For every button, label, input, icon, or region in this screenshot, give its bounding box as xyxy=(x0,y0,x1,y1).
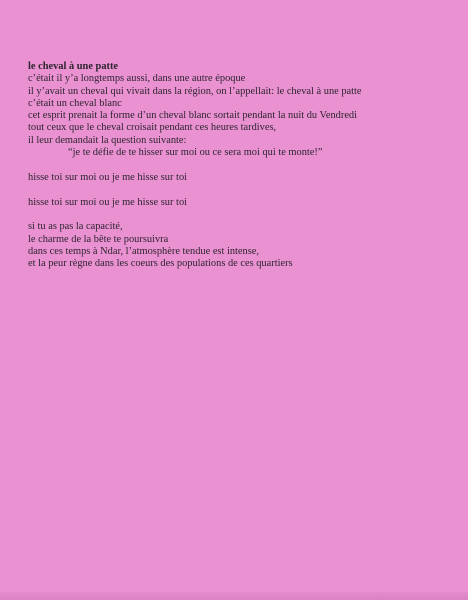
poem-line: il leur demandait la question suivante: xyxy=(28,134,187,146)
poem-line: c’était il y’a longtemps aussi, dans une autre époque xyxy=(28,73,246,85)
refrain-line: hisse toi sur moi ou je me hisse sur toi xyxy=(28,171,188,183)
poem-line: tout ceux que le cheval croisait pendant ces heures tardives, xyxy=(28,122,277,134)
stanza-1 xyxy=(28,73,458,159)
poem-body xyxy=(28,61,458,271)
poem-line: si tu as pas la capacité, xyxy=(28,221,123,233)
paper-edge xyxy=(0,592,468,600)
poem-quote: “je te défie de te hisser sur moi ou ce sera moi qui te monte!” xyxy=(68,147,323,159)
stanza-last xyxy=(28,221,458,270)
poem-line: et la peur règne dans les coeurs des populations de ces quartiers xyxy=(28,258,293,270)
poem-title: le cheval à une patte xyxy=(28,61,119,72)
poem-line: c’était un cheval blanc xyxy=(28,97,122,109)
poem-line: il y’avait un cheval qui vivait dans la région, on l’appellait: le cheval à une patte xyxy=(28,85,362,97)
poem-line: dans ces temps à Ndar, l’atmosphère tendue est intense, xyxy=(28,246,259,258)
poem-line: le charme de la bête te poursuivra xyxy=(28,233,169,245)
refrain-line: hisse toi sur moi ou je me hisse sur toi xyxy=(28,196,188,208)
poem-line: cet esprit prenait la forme d’un cheval blanc sortait pendant la nuit du Vendredi xyxy=(28,110,358,122)
